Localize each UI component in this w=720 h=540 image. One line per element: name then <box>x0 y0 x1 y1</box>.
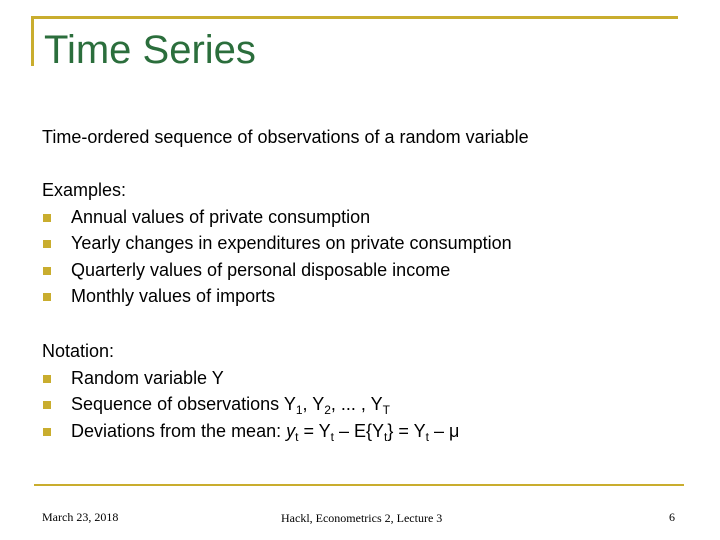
list-item-text: Quarterly values of personal disposable income <box>71 259 451 280</box>
page-number: 6 <box>669 510 675 524</box>
list-item <box>42 230 512 257</box>
sequence-separator: , ... , Y <box>330 394 383 414</box>
bullet-icon <box>43 428 51 436</box>
notation-heading: Notation: <box>42 341 115 361</box>
footer-date: March 23, 2018 <box>42 510 119 524</box>
subscript: T <box>382 403 390 417</box>
formula-part: – E{Y <box>334 420 385 441</box>
bullet-icon <box>43 293 51 301</box>
subscript: t <box>425 429 429 444</box>
bullet-icon <box>43 401 51 409</box>
bullet-icon <box>43 375 51 383</box>
subscript: t <box>295 429 299 444</box>
deviations-text <box>71 420 460 444</box>
formula-part: } = Y <box>387 420 426 441</box>
list-item-text: Monthly values of imports <box>71 286 276 306</box>
italic-y: y <box>286 420 296 441</box>
definition-block <box>42 124 529 151</box>
list-item <box>42 391 459 418</box>
slide-title: Time Series <box>44 28 256 72</box>
formula-part: – μ <box>428 420 460 441</box>
footer-center-text: Hackl, Econometrics 2, Lecture 3 <box>281 511 443 525</box>
list-item <box>42 365 459 392</box>
bullet-icon <box>43 267 51 275</box>
title-frame-left-line <box>31 16 34 66</box>
list-item-text: Annual values of private consumption <box>71 206 371 227</box>
subscript: 2 <box>324 403 331 417</box>
examples-heading: Examples: <box>42 180 127 200</box>
subscript: t <box>330 429 334 444</box>
deviations-prefix: Deviations from the mean: <box>71 420 287 441</box>
notation-block <box>42 338 459 444</box>
subscript: t <box>384 429 388 444</box>
list-item <box>42 257 512 284</box>
list-item <box>42 283 512 310</box>
examples-block <box>42 177 512 310</box>
subscript: 1 <box>295 403 303 417</box>
sequence-text <box>71 394 390 417</box>
sequence-separator: , Y <box>302 394 325 414</box>
formula-part: = Y <box>298 420 331 441</box>
list-item-text: Yearly changes in expenditures on private consumption <box>71 233 512 253</box>
list-item <box>42 204 512 231</box>
definition-text: Time-ordered sequence of observations of a random variable <box>42 127 529 147</box>
bullet-icon <box>43 214 51 222</box>
random-variable-text: Random variable Y <box>71 367 224 388</box>
title-frame-top-line <box>31 16 678 19</box>
bullet-icon <box>43 240 51 248</box>
sequence-prefix: Sequence of observations Y <box>71 394 296 414</box>
list-item <box>42 418 459 445</box>
footer-divider <box>34 484 684 486</box>
